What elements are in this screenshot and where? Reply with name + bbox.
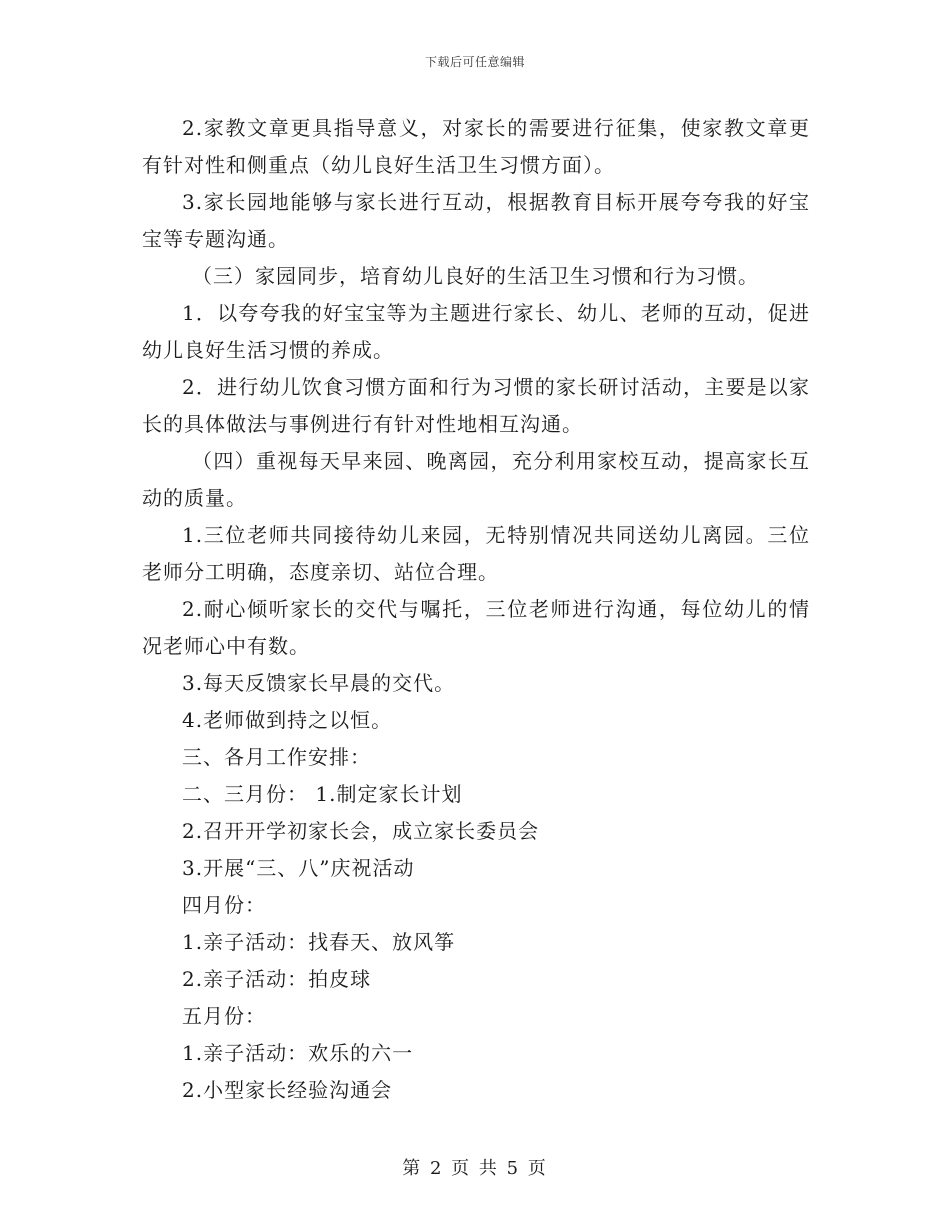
section-heading: 三、各月工作安排： (182, 745, 371, 769)
month-heading: 四月份： (182, 893, 266, 917)
paragraph: 1.三位老师共同接待幼儿来园，无特别情况共同送幼儿离园。三位老师分工明确，态度亲切、站位合理。 (142, 523, 810, 584)
page-header: 下载后可任意编辑 (424, 55, 525, 69)
paragraph: 二、三月份： 1.制定家长计划 (182, 782, 463, 806)
document-body (142, 110, 810, 1109)
paragraph: 1.亲子活动：欢乐的六一 (182, 1041, 414, 1065)
paragraph: 4.老师做到持之以恒。 (182, 708, 393, 732)
paragraph: 3.开展“三、八”庆祝活动 (182, 856, 415, 880)
paragraph: 2.家教文章更具指导意义，对家长的需要进行征集，使家教文章更有针对性和侧重点（幼儿良好生活卫生习惯方面）。 (142, 116, 810, 177)
section-heading: （四）重视每天早来园、晚离园，充分利用家校互动，提高家长互动的质量。 (142, 449, 810, 510)
paragraph: 3.每天反馈家长早晨的交代。 (182, 671, 456, 695)
paragraph: 1．以夸夸我的好宝宝等为主题进行家长、幼儿、老师的互动，促进幼儿良好生活习惯的养成。 (142, 301, 810, 362)
paragraph: 1.亲子活动：找春天、放风筝 (182, 930, 456, 954)
page-footer: 第 2 页 共 5 页 (402, 1158, 548, 1179)
paragraph: 2．进行幼儿饮食习惯方面和行为习惯的家长研讨活动，主要是以家长的具体做法与事例进行有针对性地相互沟通。 (142, 375, 810, 436)
paragraph: 2.亲子活动：拍皮球 (182, 967, 372, 991)
paragraph: 2.召开开学初家长会，成立家长委员会 (182, 819, 540, 843)
paragraph: 2.小型家长经验沟通会 (182, 1078, 393, 1102)
month-heading: 五月份： (182, 1004, 266, 1028)
paragraph: 2.耐心倾听家长的交代与嘱托，三位老师进行沟通，每位幼儿的情况老师心中有数。 (142, 597, 810, 658)
section-heading: （三）家园同步，培育幼儿良好的生活卫生习惯和行为习惯。 (192, 264, 759, 288)
paragraph: 3.家长园地能够与家长进行互动，根据教育目标开展夸夸我的好宝宝等专题沟通。 (142, 190, 810, 251)
